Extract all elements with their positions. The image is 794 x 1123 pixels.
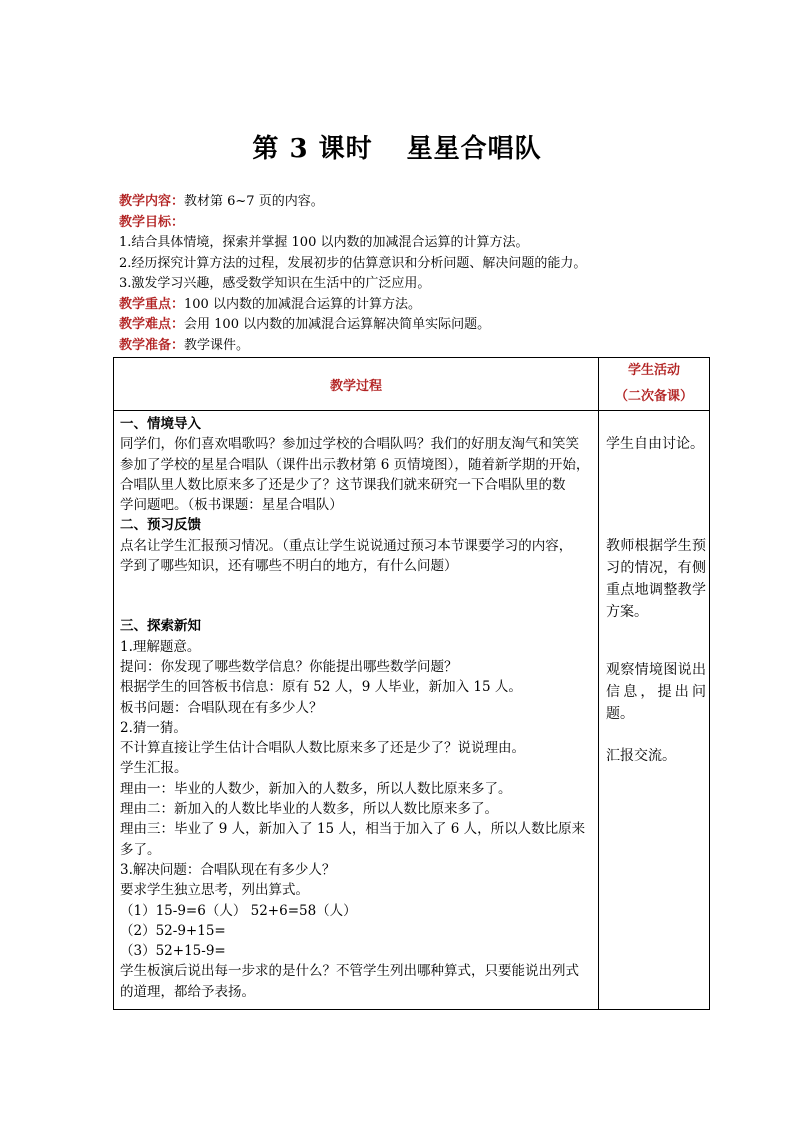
process-line: 学生板演后说出每一步求的是什么？不管学生列出哪种算式，只要能说出列式 (120, 963, 579, 980)
table-body-row (114, 411, 710, 1010)
table-header-row (114, 358, 710, 411)
process-line: 点名让学生汇报预习情况。（重点让学生说说通过预习本节课要学习的内容， (120, 537, 573, 554)
process-line: 学生汇报。 (120, 760, 188, 777)
process-line: 根据学生的回答板书信息：原有 52 人，9 人毕业，新加入 15 人。 (120, 679, 522, 696)
process-line: 理由一：毕业的人数少，新加入的人数多，所以人数比原来多了。 (120, 780, 512, 797)
process-line: 要求学生独立思考，列出算式。 (120, 882, 309, 899)
process-line: 合唱队里人数比原来多了还是少了？这节课我们就来研究一下合唱队里的数 (120, 476, 566, 493)
lesson-table (113, 357, 710, 1010)
meta-objective-2: 2.经历探究计算方法的过程，发展初步的估算意识和分析问题、解决问题的能力。 (119, 255, 587, 271)
process-line: （1）15-9=6（人） 52+6=58（人） (120, 902, 357, 919)
section-heading: 一、情境导入 (120, 416, 201, 432)
activity-note: 教师根据学生预习的情况，有侧重点地调整教学方案。 (606, 538, 706, 620)
process-line (120, 576, 595, 616)
process-line: 学到了哪些知识，还有哪些不明白的地方，有什么问题） (120, 558, 458, 575)
process-line: 的道理，都给予表扬。 (120, 983, 255, 1000)
process-line: 学问题吧。（板书课题：星星合唱队） (120, 497, 343, 514)
process-line: 2.猜一猜。 (120, 719, 187, 736)
process-line: （3）52+15-9= (120, 943, 226, 960)
title-lesson-name: 星星合唱队 (406, 134, 542, 164)
page-title (0, 128, 794, 165)
section-heading: 二、预习反馈 (120, 517, 201, 534)
process-line: 理由二：新加入的人数比毕业的人数多，所以人数比原来多了。 (120, 801, 498, 818)
header-teaching-process: 教学过程 (114, 358, 599, 411)
activity-note: 学生自由讨论。 (606, 436, 704, 452)
process-line: 理由三：毕业了 9 人，新加入了 15 人，相当于加入了 6 人，所以人数比原来 (120, 821, 586, 838)
activity-note: 观察情境图说出信息，提出问题。 (606, 662, 706, 722)
activity-note: 汇报交流。 (606, 748, 676, 764)
section-heading: 三、探索新知 (120, 618, 201, 635)
process-line: 不计算直接让学生估计合唱队人数比原来多了还是少了？说说理由。 (120, 740, 525, 757)
process-line: 1.理解题意。 (120, 638, 201, 655)
process-line: 3.解决问题：合唱队现在有多少人？ (120, 861, 336, 878)
meta-objectives: 教学目标： (119, 214, 185, 230)
process-line: 多了。 (120, 841, 161, 858)
process-line: 参加了学校的星星合唱队（课件出示教材第 6 页情境图），随着新学期的开始， (120, 456, 590, 473)
process-cell (114, 411, 599, 1010)
meta-objective-3: 3.激发学习兴趣，感受数学知识在生活中的广泛应用。 (119, 276, 431, 291)
process-line: 同学们，你们喜欢唱歌吗？参加过学校的合唱队吗？我们的好朋友淘气和笑笑 (120, 436, 579, 453)
header-student-activity: 学生活动 （二次备课） (599, 358, 710, 411)
process-line: （2）52-9+15= (120, 922, 226, 939)
meta-objective-1: 1.结合具体情境，探索并掌握 100 以内数的加减混合运算的计算方法。 (119, 235, 529, 250)
meta-difficulty: 教学难点：会用 100 以内数的加减混合运算解决简单实际问题。 (119, 317, 491, 332)
lesson-meta (119, 192, 719, 356)
meta-key-point: 教学重点：100 以内数的加减混合运算的计算方法。 (119, 296, 421, 312)
meta-content: 教学内容：教材第 6~7 页的内容。 (119, 194, 324, 209)
process-line: 提问：你发现了哪些数学信息？你能提出哪些数学问题？ (120, 658, 458, 675)
activity-cell (599, 411, 710, 1010)
meta-preparation: 教学准备：教学课件。 (119, 337, 250, 353)
title-lesson-number: 第 3 课时 (252, 134, 373, 164)
process-line: 板书问题：合唱队现在有多少人？ (120, 699, 323, 716)
